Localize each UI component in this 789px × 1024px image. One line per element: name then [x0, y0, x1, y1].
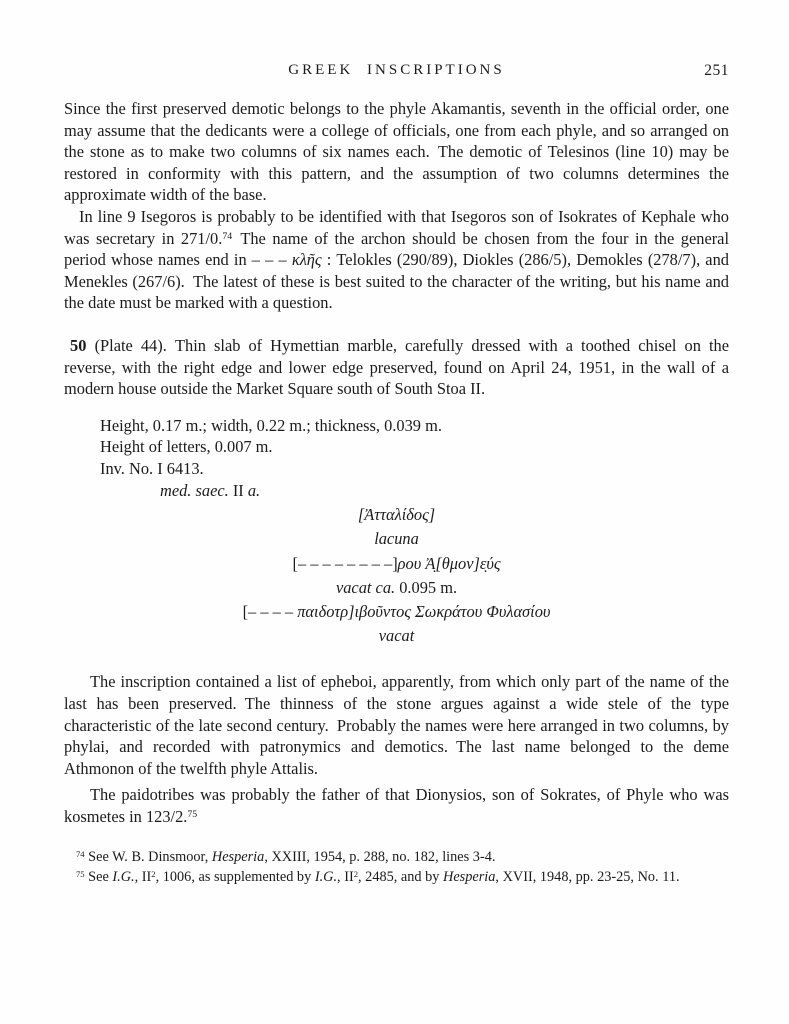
text-run: 74 [222, 230, 233, 242]
text-run: I.G. [314, 868, 338, 885]
text-run: a. [247, 480, 261, 500]
date-attribution [64, 480, 729, 502]
text-run: 74 [76, 849, 85, 860]
text-run: 2 [353, 868, 359, 879]
text-run: , II [134, 868, 152, 885]
text-run: [Ἀτταλίδος] [357, 505, 436, 525]
inscription-text-block [64, 503, 729, 648]
text-run: 2 [151, 868, 156, 879]
text-run: [– – – – – – – –] [292, 553, 398, 573]
paragraph-entry-50 [64, 335, 729, 400]
text-run: The inscription contained a list of epheboi, apparently, from which only part of the name of the last has been preserved. The thinness of the stone argues against a wide stele of the type characteristic of the late second century. Probably the names were here arranged in two columns, by phylai, and recorded with patronymics and demotics. The last name belonged to the deme Athmonon of the twelfth phyle Attalis. [64, 672, 729, 778]
text-run: 0.095 m. [395, 577, 458, 597]
inventory-number [64, 458, 729, 480]
text-run: (Plate 44). Thin slab of Hymettian marble, carefully dressed with a toothed chisel on the reverse, with the right edge and lower edge preserved, found on April 24, 1951, in the wall of a modern house outside the Market Square south of South Stoa II. [64, 335, 729, 399]
text-run: ρου Ἀ̣[θμον]ε̣ύς [397, 553, 501, 573]
text-run: Since the first preserved demotic belongs to the phyle Akamantis, seventh in the official order, one may assume that the dedicants were a college of officials, one from each phyle, and so arranged on the stone as to make two columns of six names each. The demotic of Telesinos (line 10) may be restored in conformity with this pattern, and the assumption of two columns determines the approximate width of the base. [64, 99, 729, 205]
text-run: , XVII, 1948, pp. 23-25, No. 11. [495, 868, 680, 885]
inscription-line-1 [64, 503, 729, 527]
text-run: Hesperia [211, 849, 265, 866]
inscription-vacat-measure [64, 576, 729, 600]
text-run: παιδοτρ]ιβοῦντος Σωκράτου Φυλασίου [297, 601, 551, 621]
inscription-vacat [64, 624, 729, 648]
text-run: See [84, 868, 113, 885]
paragraph-akamantis [64, 98, 729, 206]
footnote-74 [64, 848, 729, 867]
text-run: κλῆς [291, 250, 322, 270]
page-title: GREEK INSCRIPTIONS [288, 62, 505, 78]
footnotes-block [64, 848, 729, 887]
text-run: 50 [70, 335, 87, 355]
text-run: The name of the archon should be chosen from the four in the general period whose names end in – – – [64, 228, 730, 270]
text-run: In line 9 Isegoros is probably to be identified with that Isegoros son of Isokrates of Kephale who was secretary in 271/0. [64, 206, 729, 248]
text-run: Height of letters, 0.007 m. [100, 437, 273, 457]
text-run: lacuna [374, 529, 419, 549]
text-run: Hesperia [443, 868, 496, 885]
inscription-line-2 [64, 552, 729, 576]
text-run: : Telokles (290/89), Diokles (286/5), Demokles (278/7), and Menekles (267/6). The latest of these is best suited to the character of the writing, but his name and the date must be marked with a question. [64, 250, 729, 313]
text-run: , 2485, and by [358, 868, 443, 885]
text-run: med. saec. [160, 480, 229, 500]
text-run: , II [337, 868, 354, 885]
text-run: 75 [76, 868, 85, 879]
inscription-line-3 [64, 600, 729, 624]
text-run: The paidotribes was probably the father of that Dionysios, son of Sokrates, of Phyle who was kosmetes in 123/2. [64, 785, 729, 826]
text-run: Height, 0.17 m.; width, 0.22 m.; thickness, 0.039 m. [100, 415, 442, 435]
footnote-75 [64, 868, 729, 887]
page-number: 251 [704, 62, 729, 79]
measurement-dimensions [64, 415, 729, 437]
text-run: Inv. No. I 6413. [100, 458, 204, 478]
running-head [64, 62, 729, 82]
text-run: 75 [187, 808, 198, 820]
paragraph-discussion [64, 671, 729, 779]
text-run: II [228, 480, 248, 500]
text-run: vacat [378, 626, 415, 646]
text-run: , 1006, as supplemented by [155, 868, 315, 885]
measurement-letter-height [64, 436, 729, 458]
text-run: [– – – – [242, 601, 298, 621]
text-run: I.G. [112, 868, 135, 885]
text-run: See W. B. Dinsmoor, [84, 849, 212, 866]
text-run: vacat ca. [335, 577, 396, 597]
paragraph-isegoros [64, 206, 729, 314]
paragraph-paidotribes [64, 784, 729, 827]
inscription-lacuna [64, 527, 729, 551]
text-run: , XXIII, 1954, p. 288, no. 182, lines 3-4. [264, 849, 496, 866]
measurements-block [64, 415, 729, 501]
